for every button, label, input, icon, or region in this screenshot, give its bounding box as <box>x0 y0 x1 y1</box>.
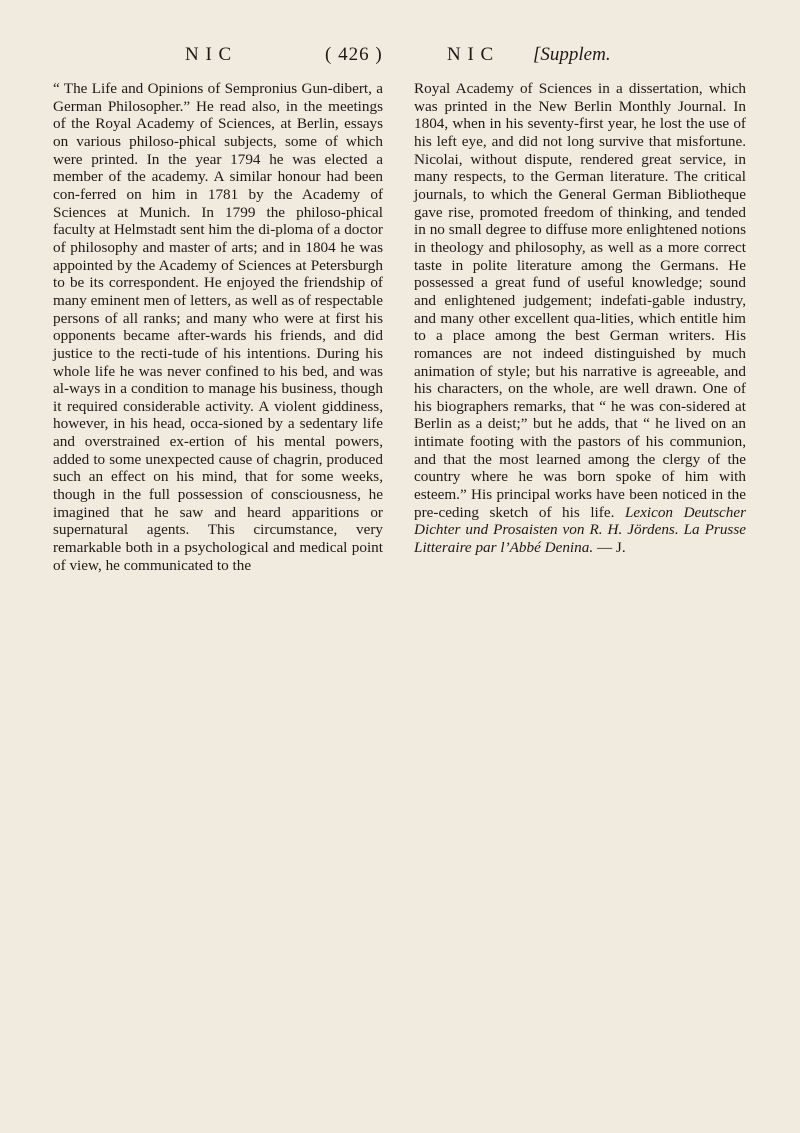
header-supplement-label: [Supplem. <box>533 44 611 65</box>
header-right-keyword: N I C <box>447 44 495 65</box>
right-column <box>414 80 746 557</box>
citation: Lexicon Deutscher Dichter und Prosaisten von R. H. Jördens. La Prusse Litteraire par l’Abbé Denina. <box>414 503 746 557</box>
author-signature: — J. <box>593 539 626 557</box>
page-number: ( 426 ) <box>325 44 383 65</box>
running-header <box>185 44 665 74</box>
left-column <box>53 80 383 574</box>
left-column-text: “ The Life and Opinions of Sempronius Gun-dibert, a German Philosopher.” He read also, in the meetings of the Royal Academy of Sciences, at Berlin, essays on various philoso-phical subjects, some of which were printed. In the year 1794 he was elected a member of the academy. A similar honour had been con-ferred on him in 1781 by the Academy of Sciences at Munich. In 1799 the philoso-phical faculty at Helmstadt sent him the di-ploma of a doctor of philosophy and master of arts; and in 1804 he was appointed by the Academy of Sciences at Petersburgh to be its correspondent. He enjoyed the friendship of many eminent men of letters, as well as of respectable persons of all ranks; and many who were at first his opponents became after-wards his friends, and did justice to the recti-tude of his intentions. During his whole life he was never confined to his bed, and was al-ways in a condition to manage his business, though it required considerable activity. A violent giddiness, however, in his head, occa-sioned by a sedentary life and overstrained ex-ertion of his mental powers, added to some unexpected cause of chagrin, produced such an effect on his mind, that for some weeks, though in the full possession of consciousness, he imagined that he saw and heard apparitions or supernatural agents. This circumstance, very remarkable both in a psychological and medical point of view, he communicated to the <box>53 80 383 574</box>
right-column-paragraph <box>414 80 746 557</box>
header-left-keyword: N I C <box>185 44 233 65</box>
show-through-texture <box>120 738 680 1068</box>
right-column-text: Royal Academy of Sciences in a dissertation, which was printed in the New Berlin Monthly Journal. In 1804, when in his seventy-first year, he lost the use of his left eye, and did not long survive that misfortune. Nicolai, without dispute, rendered great service, in many respects, to the German literature. The critical journals, to which the General German Bibliotheque gave rise, promoted freedom of thinking, and tended in no small degree to diffuse more enlightened notions in theology and philosophy, as well as a more correct taste in polite literature among the Germans. He possessed a great fund of useful knowledge; sound and enlightened judgement; indefati-gable industry, and many other excellent qua-lities, which entitle him to a place among the best German writers. His romances are not indeed distinguished by much animation of style; but his narrative is agreeable, and his characters, on the whole, are well drawn. One of his biographers remarks, that “ he was con-sidered at Berlin as a deist;” but he adds, that “ he lived on an intimate footing with the pastors of his communion, and that the most learned among the clergy of the country where he was born spoke of him with esteem.” His principal works have been noticed in the pre-ceding sketch of his life. <box>414 80 746 521</box>
